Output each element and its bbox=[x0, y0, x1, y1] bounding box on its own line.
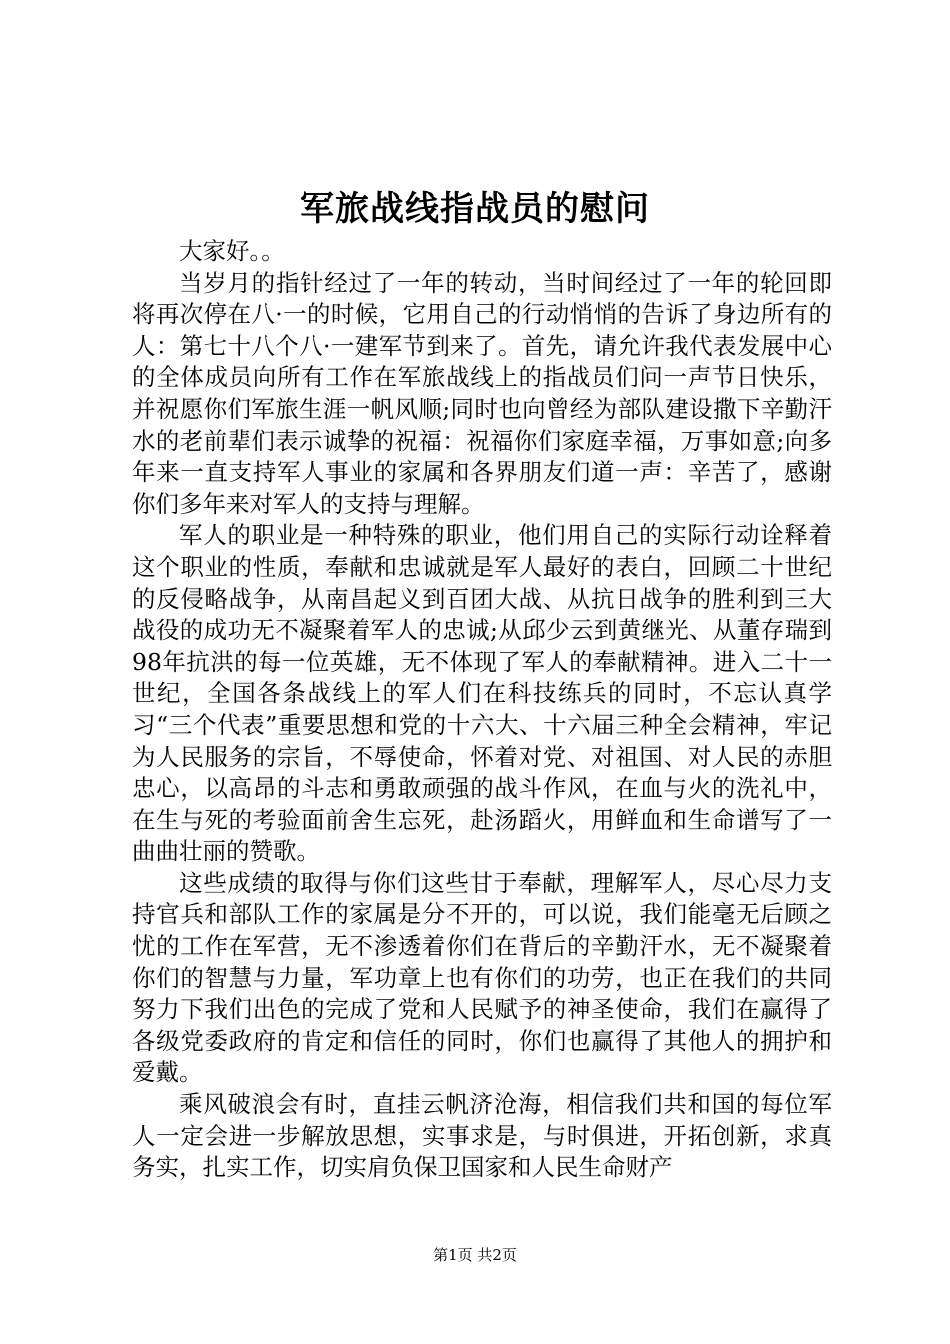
page-number-footer: 第1页 共2页 bbox=[433, 1246, 517, 1264]
greeting-paragraph: 大家好。。 bbox=[179, 237, 285, 265]
body-paragraph: 当岁月的指针经过了一年的转动，当时间经过了一年的轮回即将再次停在八·一的时候，它用自己的行动悄悄的告诉了身边所有的人：第七十八个八·一建军节到来了。首先，请允许我代表发展中心的全体成员向所有工作在军旅战线上的指战员们问一声节日快乐，并祝愿你们军旅生涯一帆风顺;同时也向曾经为部队建设撒下辛勤汗水的老前辈们表示诚挚的祝福：祝福你们家庭幸福，万事如意;向多年来一直支持军人事业的家属和各界朋友们道一声：辛苦了，感谢你们多年来对军人的支持与理解。 bbox=[132, 268, 832, 518]
document-body bbox=[132, 236, 832, 1184]
body-paragraph: 军人的职业是一种特殊的职业，他们用自己的实际行动诠释着这个职业的性质，奉献和忠诚就是军人最好的表白，回顾二十世纪的反侵略战争，从南昌起义到百团大战、从抗日战争的胜利到三大战役的成功无不凝聚着军人的忠诚;从邱少云到黄继光、从董存瑞到98年抗洪的每一位英雄，无不体现了军人的奉献精神。进入二十一世纪，全国各条战线上的军人们在科技练兵的同时，不忘认真学习“三个代表”重要思想和党的十六大、十六届三种全会精神，牢记为人民服务的宗旨，不辱使命，怀着对党、对祖国、对人民的赤胆忠心，以高昂的斗志和勇敢顽强的战斗作风，在血与火的洗礼中，在生与死的考验面前舍生忘死，赴汤蹈火，用鲜血和生命谱写了一曲曲壮丽的赞歌。 bbox=[132, 521, 832, 866]
document-title: 军旅战线指战员的慰问 bbox=[300, 189, 650, 229]
body-paragraph: 这些成绩的取得与你们这些甘于奉献，理解军人，尽心尽力支持官兵和部队工作的家属是分不开的，可以说，我们能毫无后顾之忧的工作在军营，无不渗透着你们在背后的辛勤汗水，无不凝聚着你们的智慧与力量，军功章上也有你们的功劳，也正在我们的共同努力下我们出色的完成了党和人民赋予的神圣使命，我们在赢得了各级党委政府的肯定和信任的同时，你们也赢得了其他人的拥护和爱戴。 bbox=[132, 868, 832, 1087]
body-paragraph: 乘风破浪会有时，直挂云帆济沧海，相信我们共和国的每位军人一定会进一步解放思想，实事求是，与时俱进，开拓创新，求真务实，扎实工作，切实肩负保卫国家和人民生命财产 bbox=[132, 1090, 832, 1182]
